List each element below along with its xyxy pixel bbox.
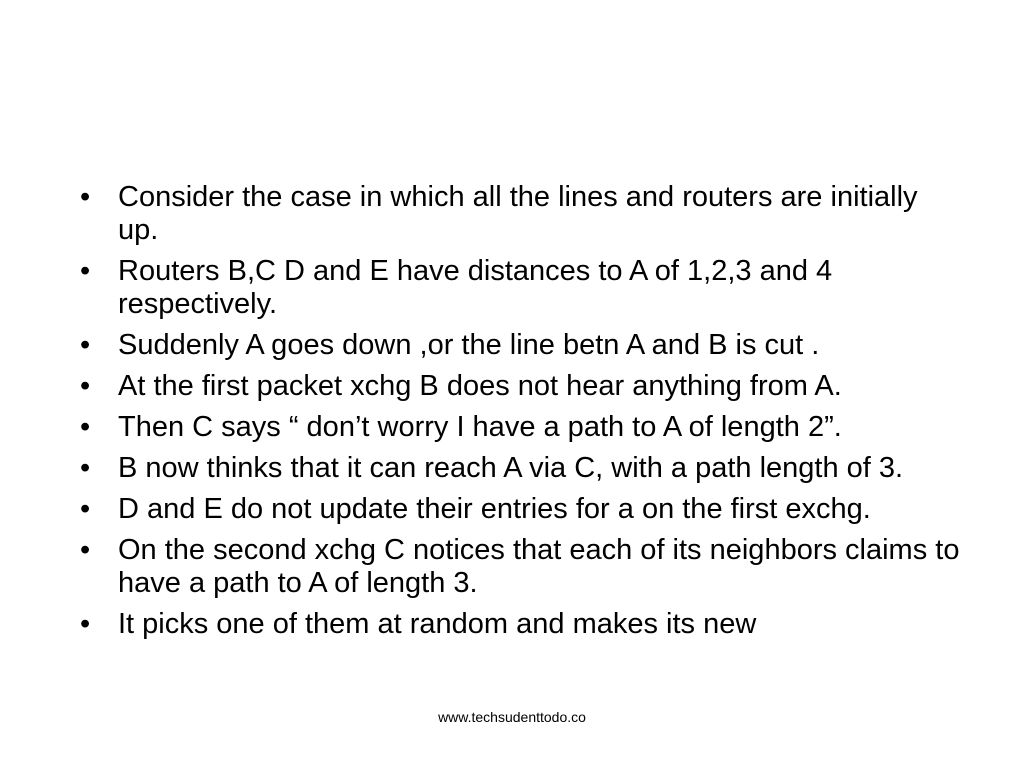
bullet-point-icon: • — [80, 493, 91, 525]
bullet-point-icon: • — [80, 534, 91, 566]
bullet-point-icon: • — [80, 452, 91, 484]
bullet-item — [80, 452, 960, 485]
bullet-text: It picks one of them at random and makes its new — [118, 608, 757, 640]
bullet-item — [80, 534, 960, 600]
bullet-point-icon: • — [80, 181, 91, 213]
bullet-text: B now thinks that it can reach A via C, with a path length of 3. — [118, 452, 904, 484]
bullet-item — [80, 181, 960, 247]
bullet-list — [80, 181, 960, 649]
bullet-item — [80, 370, 960, 403]
bullet-item — [80, 255, 960, 321]
bullet-point-icon: • — [80, 370, 91, 402]
bullet-text: At the first packet xchg B does not hear anything from A. — [118, 370, 842, 402]
bullet-text: Then C says “ don’t worry I have a path to A of length 2”. — [118, 411, 842, 443]
bullet-point-icon: • — [80, 255, 91, 287]
bullet-text: Consider the case in which all the lines and routers are initially up. — [118, 181, 918, 246]
bullet-text: Suddenly A goes down ,or the line betn A and B is cut . — [118, 329, 820, 361]
bullet-item — [80, 608, 960, 641]
bullet-point-icon: • — [80, 411, 91, 443]
bullet-point-icon: • — [80, 608, 91, 640]
bullet-item — [80, 329, 960, 362]
bullet-item — [80, 493, 960, 526]
footer-watermark-url: www.techsudenttodo.co — [438, 709, 586, 725]
bullet-point-icon: • — [80, 329, 91, 361]
bullet-text: D and E do not update their entries for a on the first exchg. — [118, 493, 871, 525]
bullet-text: Routers B,C D and E have distances to A of 1,2,3 and 4 respectively. — [118, 255, 833, 320]
bullet-item — [80, 411, 960, 444]
bullet-text: On the second xchg C notices that each of its neighbors claims to have a path to A of length 3. — [118, 534, 960, 599]
